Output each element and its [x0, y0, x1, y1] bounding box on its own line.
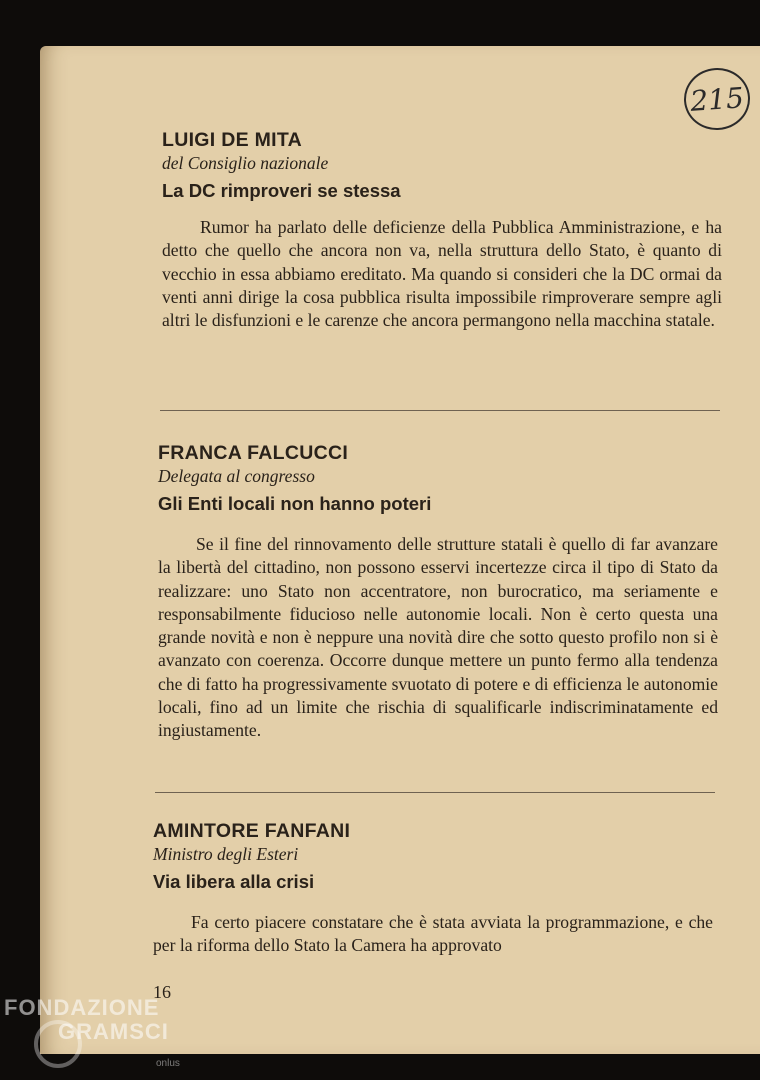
author-role: del Consiglio nazionale — [162, 153, 329, 173]
watermark-line-1: FONDAZIONE — [4, 995, 160, 1020]
author-name: AMINTORE FANFANI — [153, 820, 351, 842]
author-role: Delegata al congresso — [158, 466, 315, 486]
section-divider — [160, 410, 720, 411]
watermark-line-2: GRAMSCI — [58, 1019, 169, 1044]
archive-number-stamp: 215 — [682, 66, 752, 132]
section-divider — [155, 792, 715, 793]
page-number: 16 — [153, 982, 171, 1002]
foundation-watermark — [4, 995, 180, 1069]
article-headline: La DC rimproveri se stessa — [162, 180, 401, 201]
article-headline: Gli Enti locali non hanno poteri — [158, 493, 432, 514]
watermark-sub: onlus — [156, 1058, 180, 1069]
author-name: LUIGI DE MITA — [162, 129, 303, 151]
article-de-mita — [162, 128, 722, 332]
author-name: FRANCA FALCUCCI — [158, 442, 349, 464]
article-body: Fa certo piacere constatare che è stata avviata la programmazione, e che per la riforma dello Stato la Camera ha approvato — [153, 912, 713, 956]
author-role: Ministro degli Esteri — [153, 844, 299, 864]
article-body: Se il fine del rinnovamento delle strutture statali è quello di far avanzare la libertà del cittadino, non possono esservi incertezze circa il tipo di Stato da realizzare: uno Stato non accentratore, non burocratico, ma seriamente e responsabilmente fiducioso nelle autonomie locali. Non è certo questa una grande novità e non è neppure una novità dire che sotto questo profilo non si è avanzato con coerenza. Occorre dunque mettere un punto fermo alla tendenza che di fatto ha progressivamente svuotato di potere e di efficienza le autonomie locali, fino ad un limite che rischia di squalificarle indiscriminatamente ed ingiustamente. — [158, 534, 718, 741]
watermark-logo-icon — [34, 1020, 82, 1068]
article-body: Rumor ha parlato delle deficienze della Pubblica Amministrazione, e ha detto che quello che ancora non va, nella struttura dello Stato, è quanto di vecchio in essa abbiamo ereditato. Ma quando si consideri che la DC ormai da venti anni dirige la cosa pubblica risulta impossibile rimproverare sempre agli altri le disfunzioni e le carenze che ancora permangono nella macchina statale. — [162, 217, 722, 331]
article-headline: Via libera alla crisi — [153, 871, 315, 892]
article-fanfani — [153, 819, 713, 958]
article-falcucci — [158, 441, 718, 743]
